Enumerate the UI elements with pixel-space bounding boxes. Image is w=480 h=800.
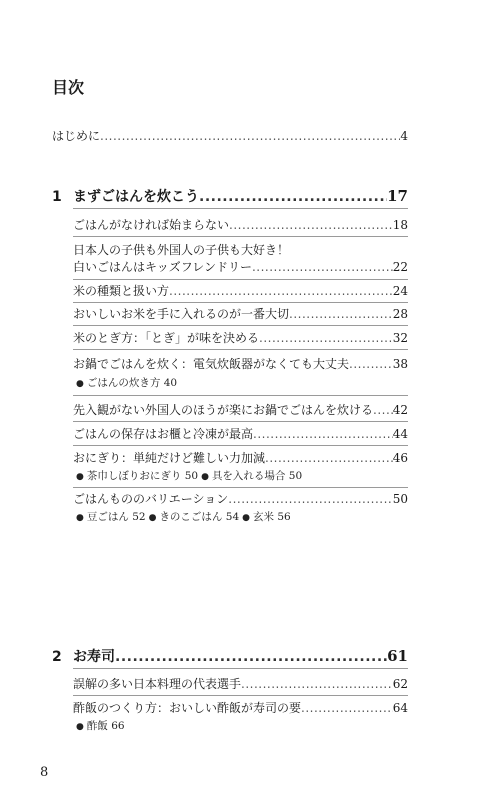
toc-entry[interactable]	[73, 283, 408, 299]
entry-divider	[73, 279, 408, 280]
entry-divider	[73, 236, 408, 237]
subentry-page: 50	[184, 470, 199, 482]
toc-page-number: 22	[392, 260, 408, 274]
chapter-title: お寿司	[73, 649, 115, 665]
toc-page-number: 44	[392, 427, 408, 441]
leader-dots	[252, 259, 393, 275]
leader-dots	[169, 283, 393, 299]
toc-entry[interactable]	[73, 700, 408, 716]
chapter-1-heading[interactable]	[52, 186, 408, 207]
chapter-1-divider	[73, 208, 408, 209]
subentry-title[interactable]: きのこごはん	[159, 511, 223, 523]
subentry-title[interactable]: 豆ごはん	[86, 511, 129, 523]
toc-subentries	[76, 510, 291, 525]
toc-entry-title: 誤解の多い日本料理の代表選手	[73, 677, 242, 691]
toc-entry[interactable]	[73, 217, 408, 233]
bullet-icon: ●	[76, 722, 84, 732]
toc-entry[interactable]	[73, 259, 408, 275]
bullet-icon: ●	[201, 472, 209, 482]
toc-entry-title: ごはんもののバリエーション	[73, 492, 229, 506]
leader-dots	[301, 700, 393, 716]
toc-entry[interactable]	[73, 491, 408, 507]
toc-entry[interactable]	[73, 306, 408, 322]
chapter-title: まずごはんを炊こう	[73, 189, 199, 205]
leader-dots	[241, 676, 393, 692]
toc-entry-title: 米のとぎ方：「とぎ」が味を決める	[73, 331, 260, 345]
entry-divider	[73, 302, 408, 303]
subentry-title[interactable]: 茶巾しぼりおにぎり	[86, 470, 182, 482]
toc-page-number: 18	[392, 218, 408, 232]
toc-entry[interactable]	[73, 330, 408, 346]
toc-entry-intro[interactable]	[52, 128, 408, 144]
toc-entry[interactable]	[73, 402, 408, 418]
toc-subentries	[76, 376, 177, 391]
leader-dots	[228, 491, 392, 507]
toc-entry-title-line1[interactable]: 日本人の子供も外国人の子供も大好き！	[73, 243, 290, 257]
entry-divider	[73, 421, 408, 422]
toc-page-number: 4	[400, 129, 408, 143]
bullet-icon: ●	[76, 513, 84, 523]
toc-entry-title: 酢飯のつくり方：おいしい酢飯が寿司の要	[73, 701, 302, 715]
chapter-2-heading[interactable]	[52, 646, 408, 667]
subentry-page: 52	[132, 511, 146, 523]
subentry-title[interactable]: ごはんの炊き方	[86, 377, 161, 389]
toc-entry-title: 白いごはんはキッズフレンドリー	[73, 260, 252, 274]
subentry-page: 56	[277, 511, 291, 523]
page-title: 目次	[52, 78, 85, 97]
toc-page-number: 64	[392, 701, 408, 715]
leader-dots	[373, 402, 393, 418]
toc-subentries	[76, 719, 125, 734]
toc-page-number: 28	[392, 307, 408, 321]
entry-divider	[73, 487, 408, 488]
subentry-page: 40	[163, 377, 178, 389]
leader-dots	[349, 356, 393, 372]
toc-page-number: 50	[392, 492, 408, 506]
subentry-page: 66	[111, 720, 125, 732]
toc-page-number: 32	[392, 331, 408, 345]
toc-entry[interactable]	[73, 356, 408, 372]
entry-divider	[73, 445, 408, 446]
leader-dots	[100, 128, 400, 144]
toc-entry-title: 米の種類と扱い方	[73, 284, 170, 298]
bullet-icon: ●	[76, 472, 84, 482]
leader-dots	[229, 217, 393, 233]
toc-entry[interactable]	[73, 676, 408, 692]
toc-page-number: 24	[392, 284, 408, 298]
bullet-icon: ●	[148, 513, 157, 523]
toc-entry-title: ごはんがなければ始まらない	[73, 218, 230, 232]
toc-page-number: 62	[392, 677, 408, 691]
leader-dots	[259, 330, 393, 346]
toc-entry-title: 先入観がない外国人のほうが楽にお鍋でごはんを炊ける	[73, 403, 374, 417]
toc-entry-title: はじめに	[52, 129, 101, 143]
toc-entry[interactable]	[73, 450, 408, 466]
toc-entry-title: ごはんの保存はお櫃と冷凍が最高	[73, 427, 254, 441]
leader-dots	[115, 647, 387, 667]
entry-divider	[73, 395, 408, 396]
bullet-icon: ●	[76, 379, 84, 389]
subentry-page: 50	[288, 470, 303, 482]
entry-divider	[73, 349, 408, 350]
leader-dots	[253, 426, 393, 442]
page-folio: 8	[40, 765, 49, 780]
entry-divider	[73, 325, 408, 326]
toc-entry-title: お鍋でごはんを炊く：電気炊飯器がなくても大丈夫	[73, 357, 350, 371]
bullet-icon: ●	[242, 513, 251, 523]
subentry-page: 54	[225, 511, 240, 523]
toc-entry-title: おにぎり：単純だけど難しい力加減	[73, 451, 266, 465]
subentry-title[interactable]: 玄米	[253, 511, 275, 523]
leader-dots	[289, 306, 393, 322]
chapter-page-number: 61	[387, 647, 408, 665]
chapter-page-number: 17	[387, 187, 408, 205]
toc-page-number: 38	[392, 357, 408, 371]
toc-entry-title: おいしいお米を手に入れるのが一番大切	[73, 307, 290, 321]
toc-subentries	[76, 469, 302, 484]
chapter-number: 2	[52, 649, 62, 665]
subentry-title[interactable]: 具を入れる場合	[211, 470, 286, 482]
toc-page-number: 42	[392, 403, 408, 417]
entry-divider	[73, 695, 408, 696]
toc-entry[interactable]	[73, 426, 408, 442]
leader-dots	[199, 187, 387, 207]
subentry-title[interactable]: 酢飯	[86, 720, 108, 732]
toc-page-number: 46	[392, 451, 408, 465]
leader-dots	[265, 450, 393, 466]
chapter-2-divider	[73, 668, 408, 669]
chapter-number: 1	[52, 189, 62, 205]
